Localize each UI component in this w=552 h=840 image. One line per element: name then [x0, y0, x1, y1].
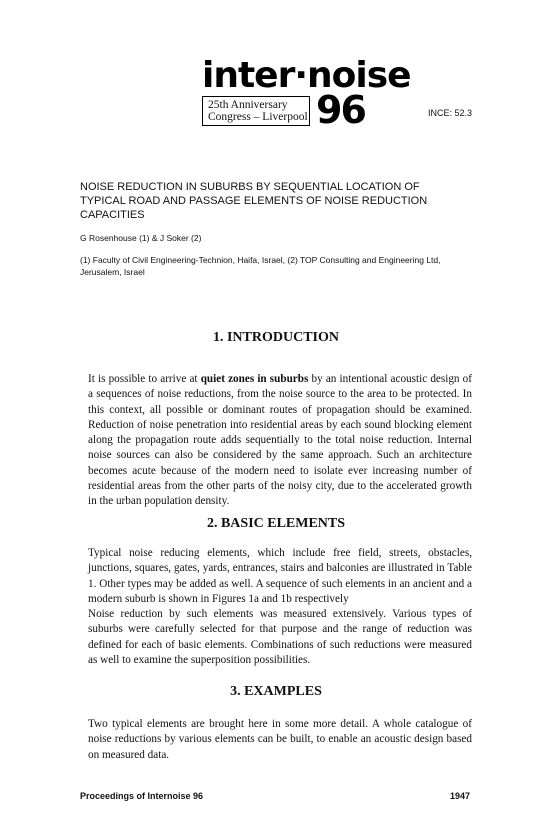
paper-reference: INCE: 52.3: [428, 108, 473, 118]
logo-year-number: 96: [316, 88, 365, 132]
section-heading-introduction: 1. INTRODUCTION: [212, 330, 339, 345]
footer-proceedings: Proceedings of Internoise 96: [80, 791, 204, 801]
basic-elements-paragraph-2: Noise reduction by such elements was measured extensively. Various types of suburbs were carefully selected for that purpose and the range of reduction was defined for each of basic elements. Combinations of such reductions were measured as well to examine the superposition possibilities.: [88, 608, 472, 666]
logo-anniversary-line: 25th Anniversary: [208, 99, 288, 111]
conference-logo: [198, 55, 411, 132]
intro-text-start: It is possible to arrive at: [88, 373, 201, 385]
introduction-paragraph: [88, 372, 472, 510]
logo-anniversary-box: [202, 96, 310, 126]
section-heading-examples: 3. EXAMPLES: [230, 684, 322, 699]
examples-paragraph: Two typical elements are brought here in some more detail. A whole catalogue of noise reductions by various elements can be built, to enable an acoustic design based on measured data.: [88, 718, 472, 761]
intro-text-rest: by an intentional acoustic design of a sequences of noise reductions, from the noise source to the area to be protected. In this context, all possible or dominant routes of propagation should be examined. Reduction of noise penetration into residential areas by each sound blocking element along the propagation route adds sequentially to the total noise reduction. Internal noise sources can also be considered by the same approach. Such an architecture becomes acute because of the modern need to isolate ever increasing number of residential areas from the other parts of the noisy city, due to the accelerated growth in the urban population density.: [88, 373, 472, 508]
logo-wordmark: inter·noise: [202, 55, 411, 96]
paper-authors: G Rosenhouse (1) & J Soker (2): [80, 233, 202, 243]
paper-title: NOISE REDUCTION IN SUBURBS BY SEQUENTIAL LOCATION OF TYPICAL ROAD AND PASSAGE ELEMENTS OF NOISE REDUCTION CAPACITIES: [80, 181, 428, 221]
section-heading-basic-elements: 2. BASIC ELEMENTS: [206, 516, 346, 531]
logo-congress-line: Congress – Liverpool: [208, 111, 308, 123]
intro-emphasis: quiet zones in suburbs: [200, 373, 309, 385]
page-number: 1947: [450, 791, 471, 801]
basic-elements-paragraph-1: Typical noise reducing elements, which include free field, streets, obstacles, junctions, squares, gates, yards, entrances, stairs and balconies are illustrated in Table 1. Other types may be added as well. A sequence of such elements in an ancient and a modern suburb is shown in Figures 1a and 1b respectively: [88, 547, 472, 605]
paper-affiliation: (1) Faculty of Civil Engineering-Technion, Haifa, Israel, (2) TOP Consulting and Engineering Ltd, Jerusalem, Israel: [80, 255, 441, 277]
